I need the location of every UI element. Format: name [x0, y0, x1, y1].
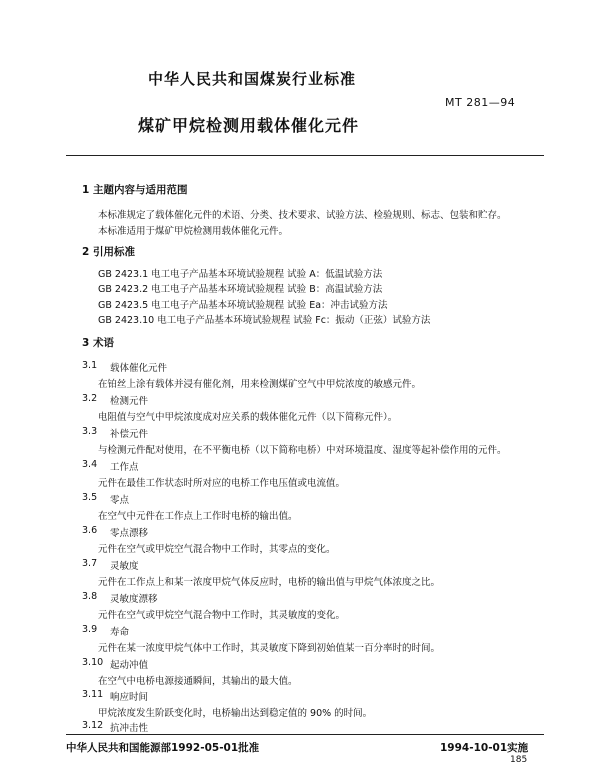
term-number: 3.11: [82, 689, 104, 700]
term-number: 3.3: [82, 426, 98, 437]
section-1-paragraph-1: 本标准规定了载体催化元件的术语、分类、技术要求、试验方法、检验规则、标志、包装和贮存。: [98, 210, 507, 221]
standard-body-title: 中华人民共和国煤炭行业标准: [148, 70, 357, 88]
term-definition: 元件在空气或甲烷空气混合物中工作时，其零点的变化。: [98, 544, 336, 555]
document-title: 煤矿甲烷检测用载体催化元件: [138, 116, 360, 135]
term-definition: 在铂丝上涂有载体并浸有催化剂，用来检测煤矿空气中甲烷浓度的敏感元件。: [98, 379, 422, 390]
term-name: 零点: [110, 495, 130, 506]
term-definition: 在空气中元件在工作点上工作时电桥的输出值。: [98, 511, 298, 522]
page-number: 185: [510, 755, 528, 765]
term-name: 补偿元件: [110, 429, 149, 440]
section-3-heading: 3 术语: [82, 337, 114, 349]
term-name: 灵敏度漂移: [110, 594, 158, 605]
reference-standard: GB 2423.2 电工电子产品基本环境试验规程 试验 B：高温试验方法: [98, 284, 383, 295]
section-1-heading: 1 主题内容与适用范围: [82, 184, 188, 196]
term-name: 检测元件: [110, 396, 149, 407]
reference-standard: GB 2423.5 电工电子产品基本环境试验规程 试验 Ea：冲击试验方法: [98, 300, 388, 311]
term-definition: 在空气中电桥电源接通瞬间，其输出的最大值。: [98, 676, 298, 687]
term-definition: 元件在最佳工作状态时所对应的电桥工作电压值或电流值。: [98, 478, 346, 489]
term-definition: 电阻值与空气中甲烷浓度成对应关系的载体催化元件（以下简称元件）。: [98, 412, 398, 423]
term-definition: 与检测元件配对使用，在不平衡电桥（以下简称电桥）中对环境温度、湿度等起补偿作用的元件。: [98, 445, 507, 456]
term-definition: 元件在某一浓度甲烷气体中工作时，其灵敏度下降到初始值某一百分率时的时间。: [98, 643, 441, 654]
footer-divider: [66, 734, 544, 735]
approval-note: 中华人民共和国能源部1992-05-01批准: [66, 742, 260, 754]
term-definition: 甲烷浓度发生阶跃变化时，电桥输出达到稳定值的 90% 的时间。: [98, 708, 373, 719]
term-name: 工作点: [110, 462, 139, 473]
reference-standard: GB 2423.1 电工电子产品基本环境试验规程 试验 A：低温试验方法: [98, 269, 383, 280]
implementation-date: 1994-10-01实施: [440, 742, 529, 754]
term-number: 3.6: [82, 525, 98, 536]
section-2-heading: 2 引用标准: [82, 246, 135, 258]
term-number: 3.5: [82, 492, 98, 503]
term-number: 3.10: [82, 657, 104, 668]
term-name: 零点漂移: [110, 528, 149, 539]
term-number: 3.7: [82, 558, 98, 569]
term-name: 灵敏度: [110, 561, 139, 572]
reference-standard: GB 2423.10 电工电子产品基本环境试验规程 试验 Fc：振动（正弦）试验方法: [98, 315, 431, 326]
term-name: 载体催化元件: [110, 363, 168, 374]
term-number: 3.2: [82, 393, 98, 404]
term-number: 3.8: [82, 591, 98, 602]
term-name: 抗冲击性: [110, 723, 149, 734]
section-1-paragraph-2: 本标准适用于煤矿甲烷检测用载体催化元件。: [98, 226, 289, 237]
term-definition: 元件在工作点上和某一浓度甲烷气体反应时，电桥的输出值与甲烷气体浓度之比。: [98, 577, 441, 588]
header-divider: [66, 155, 544, 156]
term-definition: 元件在空气或甲烷空气混合物中工作时，其灵敏度的变化。: [98, 610, 346, 621]
term-number: 3.12: [82, 720, 104, 731]
term-name: 起动冲值: [110, 660, 149, 671]
term-number: 3.1: [82, 360, 98, 371]
term-name: 响应时间: [110, 692, 149, 703]
term-name: 寿命: [110, 627, 130, 638]
term-number: 3.9: [82, 624, 98, 635]
term-number: 3.4: [82, 459, 98, 470]
standard-code: MT 281—94: [445, 96, 516, 109]
